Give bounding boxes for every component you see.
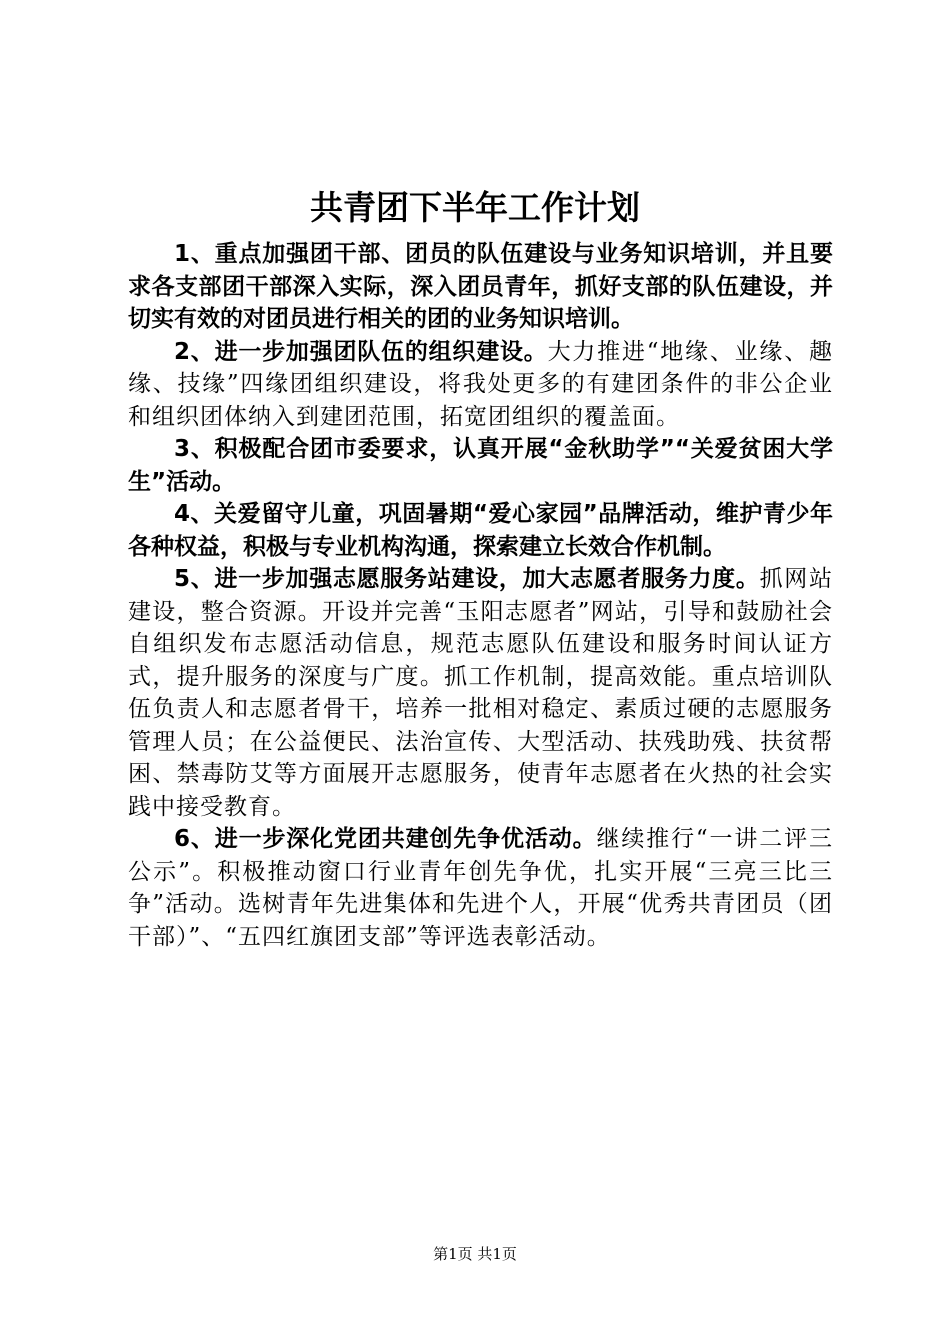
document-title: 共青团下半年工作计划 [310,188,640,227]
paragraph-5 [128,563,833,823]
document-body [128,238,833,953]
paragraph-5-rest: 抓网站建设，整合资源。开设并完善“玉阳志愿者”网站，引导和鼓励社会自组织发布志愿活动信息，规范志愿队伍建设和服务时间认证方式，提升服务的深度与广度。抓工作机制，提高效能。重点培训队伍负责人和志愿者骨干，培养一批相对稳定、素质过硬的志愿服务管理人员；在公益便民、法治宣传、大型活动、扶残助残、扶贫帮困、禁毒防艾等方面展开志愿服务，使青年志愿者在火热的社会实践中接受教育。 [128,566,833,820]
paragraph-4-lead: 4、关爱留守儿童，巩固暑期“爱心家园”品牌活动，维护青少年各种权益，积极与专业机构沟通，探索建立长效合作机制。 [128,501,833,560]
paragraph-2-rest: 大力推进“地缘、业缘、趣缘、技缘”四缘团组织建设，将我处更多的有建团条件的非公企业和组织团体纳入到建团范围，拓宽团组织的覆盖面。 [128,338,833,430]
paragraph-6 [128,823,833,953]
paragraph-3-lead: 3、积极配合团市委要求，认真开展“金秋助学”“关爱贫困大学生”活动。 [128,436,833,495]
paragraph-5-lead: 5、进一步加强志愿服务站建设，加大志愿者服务力度。 [174,566,760,592]
page-number-footer: 第1页 共1页 [433,1245,517,1263]
paragraph-3 [128,433,833,498]
paragraph-2 [128,336,833,434]
paragraph-1-lead: 1、重点加强团干部、团员的队伍建设与业务知识培训，并且要求各支部团干部深入实际，深入团员青年，抓好支部的队伍建设，并切实有效的对团员进行相关的团的业务知识培训。 [128,241,833,332]
paragraph-2-lead: 2、进一步加强团队伍的组织建设。 [174,338,548,365]
paragraph-4 [128,498,833,563]
paragraph-1 [128,238,833,336]
paragraph-6-rest: 继续推行“一讲二评三公示”。积极推动窗口行业青年创先争优，扎实开展“三亮三比三争”活动。选树青年先进集体和先进个人，开展“优秀共青团员（团干部）”、“五四红旗团支部”等评选表彰活动。 [128,826,833,950]
paragraph-6-lead: 6、进一步深化党团共建创先争优活动。 [174,826,597,852]
